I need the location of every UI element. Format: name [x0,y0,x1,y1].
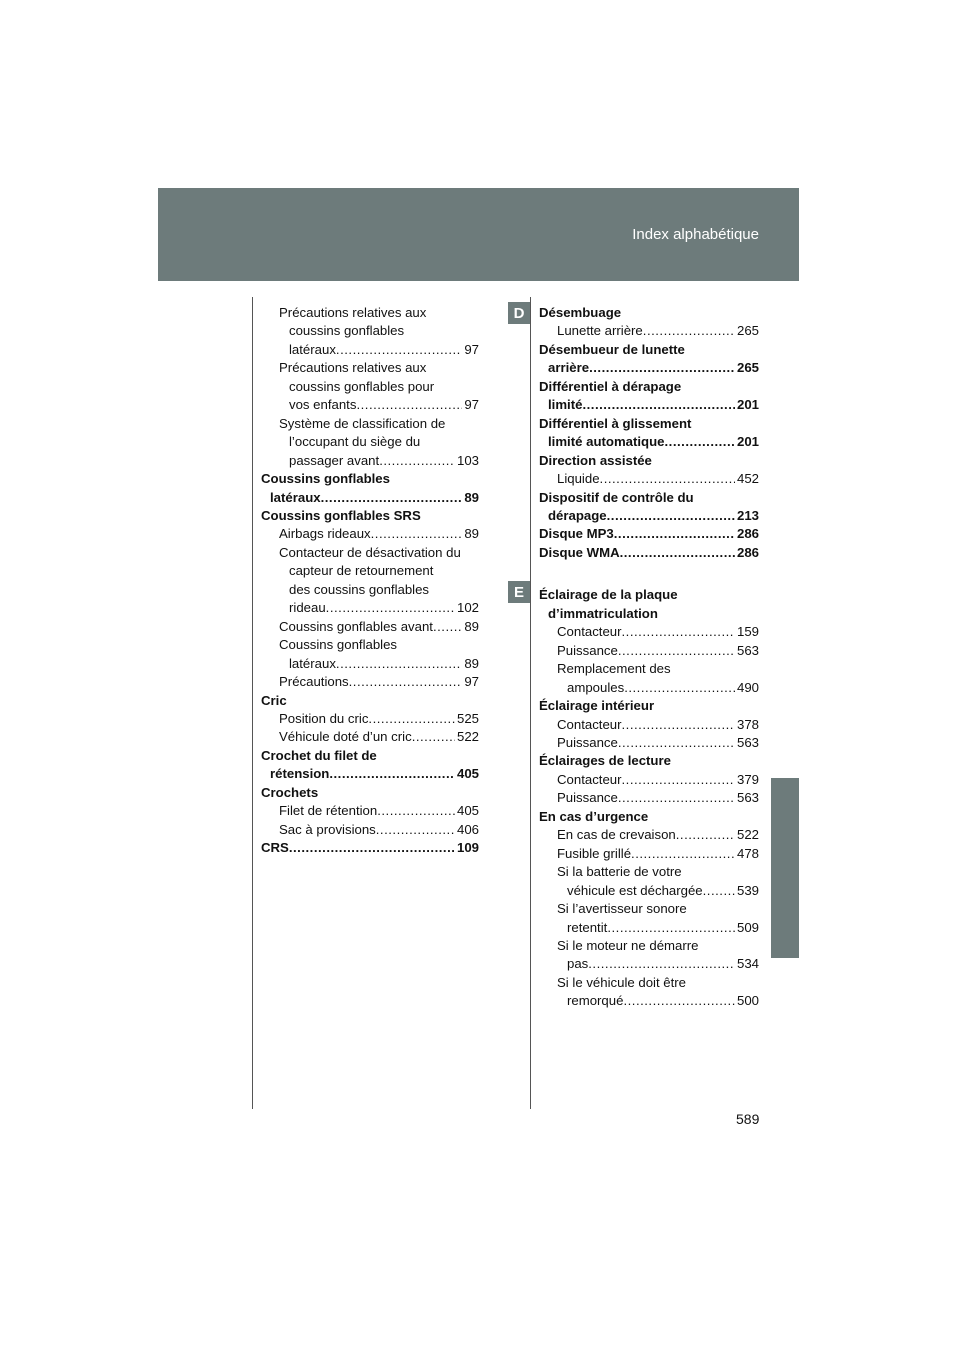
page-ref: 522 [456,729,479,745]
index-subentry: Liquide ..... 452 [539,470,759,488]
page-ref: 201 [736,434,759,450]
column-divider-right [530,297,531,1109]
page-ref: 109 [456,840,479,856]
page-ref: 522 [736,827,759,843]
section-letter-e: E [508,581,530,603]
page-ref: 97 [464,341,479,357]
index-entry: Désembueur de lunette [539,341,685,357]
index-subentry: Véhicule doté d’un cric ..... 522 [261,728,479,746]
page-ref: 379 [736,771,759,787]
page-ref: 534 [736,956,759,972]
page-ref: 286 [736,526,759,542]
index-column-left [261,304,479,858]
page-ref: 525 [456,710,479,726]
page-number: 589 [736,1111,760,1127]
index-subentry: coussins gonflables [289,323,405,339]
index-subentry: Si le véhicule doit être [557,974,687,990]
index-subentry: Coussins gonflables avant ..... 89 [261,618,479,636]
page-ref: 213 [736,507,759,523]
index-subentry: Fusible grillé ..... 478 [539,845,759,863]
index-entry: Direction assistée [539,452,652,468]
section-letter-d: D [508,302,530,324]
page-ref: 97 [464,397,479,413]
page-ref: 563 [736,642,759,658]
page-ref: 563 [736,790,759,806]
index-entry: arrière ..... 265 [539,359,759,377]
index-subentry: des coussins gonflables [289,581,430,597]
index-entry: Cric [261,692,287,708]
page-ref: 563 [736,734,759,750]
page-ref: 89 [464,655,479,671]
page-ref: 201 [736,397,759,413]
index-subentry: Sac à provisions ..... 406 [261,821,479,839]
index-entry: Disque WMA ..... 286 [539,544,759,562]
index-subentry: Puissance ..... 563 [539,789,759,807]
page-ref: 490 [736,679,759,695]
index-subentry: retentit ..... 509 [539,919,759,937]
index-entry: limité automatique ..... 201 [539,433,759,451]
index-column-right [539,304,759,1011]
page-ref: 478 [736,845,759,861]
index-entry: Éclairages de lecture [539,753,671,769]
index-subentry: remorqué ..... 500 [539,992,759,1010]
index-entry: Éclairage intérieur [539,698,655,714]
page-ref: 406 [456,821,479,837]
index-subentry: Remplacement des [557,661,671,677]
page-ref: 89 [464,618,479,634]
index-entry: rétension ..... 405 [261,765,479,783]
index-entry: limité ..... 201 [539,396,759,414]
page-ref: 89 [464,489,479,505]
page-ref: 265 [736,323,759,339]
index-subentry: vos enfants ..... 97 [261,396,479,414]
index-entry: latéraux ..... 89 [261,489,479,507]
index-subentry: capteur de retournement [289,563,434,579]
index-subentry: latéraux ..... 97 [261,341,479,359]
page-ref: 97 [464,674,479,690]
page-ref: 452 [736,471,759,487]
index-entry: d’immatriculation [548,605,658,621]
index-subentry: Contacteur de désactivation du [279,544,461,560]
column-divider-left [252,297,253,1109]
index-subentry: Contacteur ..... 379 [539,771,759,789]
index-subentry: Coussins gonflables [279,637,398,653]
page-ref: 405 [456,766,479,782]
index-subentry: latéraux ..... 89 [261,655,479,673]
index-subentry: passager avant ..... 103 [261,452,479,470]
index-entry: Différentiel à glissement [539,415,692,431]
index-subentry: rideau ..... 102 [261,599,479,617]
page-ref: 405 [456,803,479,819]
index-subentry: Filet de rétention ..... 405 [261,802,479,820]
index-subentry: Précautions relatives aux [279,360,427,376]
index-entry: CRS ..... 109 [261,839,479,857]
index-entry: Différentiel à dérapage [539,378,682,394]
index-subentry: Airbags rideaux ..... 89 [261,525,479,543]
index-subentry: pas ..... 534 [539,955,759,973]
index-subentry: véhicule est déchargée ..... 539 [539,882,759,900]
page-ref: 509 [736,919,759,935]
index-entry: Disque MP3 ..... 286 [539,525,759,543]
page-ref: 102 [456,600,479,616]
page-ref: 265 [736,360,759,376]
index-entry: Dispositif de contrôle du [539,489,694,505]
index-entry: Crochet du filet de [261,747,377,763]
index-subentry: Précautions relatives aux [279,305,427,320]
index-subentry: Précautions ..... 97 [261,673,479,691]
page-ref: 500 [736,993,759,1009]
header-band [158,188,799,281]
index-entry: Éclairage de la plaque [539,587,678,603]
page-ref: 89 [464,526,479,542]
page-ref: 539 [736,882,759,898]
side-thumb-tab [771,778,799,958]
index-subentry: Puissance ..... 563 [539,734,759,752]
header-title: Index alphabétique [632,226,759,243]
index-entry: Coussins gonflables [261,471,390,487]
index-subentry: Contacteur ..... 378 [539,716,759,734]
index-entry: Désembuage [539,305,622,320]
page-ref: 378 [736,716,759,732]
index-subentry: Lunette arrière ..... 265 [539,322,759,340]
page-ref: 286 [736,544,759,560]
page-ref: 103 [456,452,479,468]
index-entry: Coussins gonflables SRS [261,507,421,523]
index-subentry: coussins gonflables pour [289,378,435,394]
index-subentry: l’occupant du siège du [289,434,421,450]
index-subentry: En cas de crevaison ..... 522 [539,826,759,844]
index-subentry: Contacteur ..... 159 [539,623,759,641]
index-entry: dérapage ..... 213 [539,507,759,525]
index-subentry: ampoules ..... 490 [539,679,759,697]
page-ref: 159 [736,624,759,640]
index-subentry: Si l’avertisseur sonore [557,901,687,917]
index-subentry: Système de classification de [279,415,446,431]
index-entry: En cas d’urgence [539,808,649,824]
index-subentry: Si la batterie de votre [557,864,682,880]
index-entry: Crochets [261,784,319,800]
index-subentry: Puissance ..... 563 [539,642,759,660]
index-subentry: Si le moteur ne démarre [557,937,699,953]
index-subentry: Position du cric ..... 525 [261,710,479,728]
